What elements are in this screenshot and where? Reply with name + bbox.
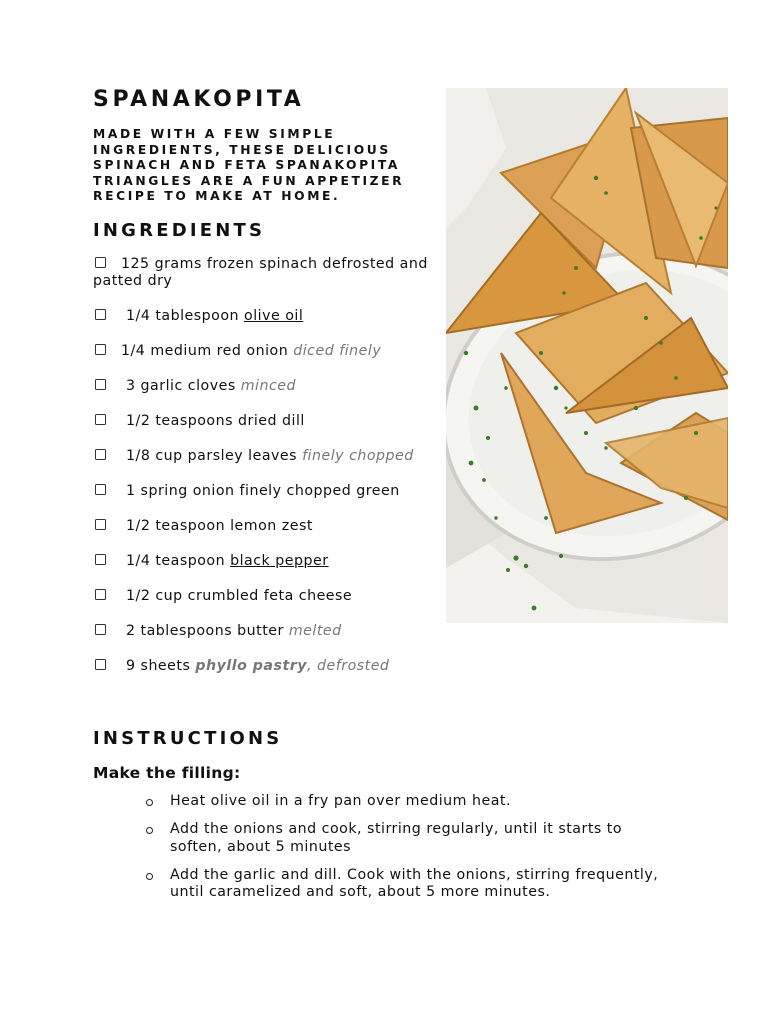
ingredient-checkbox[interactable] (95, 257, 106, 268)
ingredient-text: 1/4 medium red onion (121, 343, 294, 359)
instruction-step (146, 793, 666, 811)
ingredient-text: 1 spring onion finely chopped green (121, 483, 400, 499)
ingredient-note-bold: phyllo pastry (195, 658, 307, 674)
bullet-icon (146, 799, 153, 806)
ingredient-checkbox[interactable] (95, 484, 106, 495)
ingredient-item (93, 588, 438, 605)
instructions-heading: INSTRUCTIONS (93, 728, 283, 749)
recipe-title: SPANAKOPITA (93, 87, 305, 112)
instruction-step-text: Add the onions and cook, stirring regularly, until it starts to soften, about 5 minutes (170, 821, 623, 855)
ingredient-text: 9 sheets (121, 658, 196, 674)
ingredient-text: 1/2 cup crumbled feta cheese (121, 588, 353, 604)
ingredient-checkbox[interactable] (95, 379, 106, 390)
ingredient-text: 1/8 cup parsley leaves (121, 448, 303, 464)
ingredient-note: minced (240, 378, 297, 394)
ingredient-checkbox[interactable] (95, 519, 106, 530)
ingredients-list (93, 256, 438, 693)
ingredient-item (93, 343, 438, 360)
ingredients-heading: INGREDIENTS (93, 220, 266, 241)
instruction-step-text: Add the garlic and dill. Cook with the onions, stirring frequently, until caramelized and soft, about 5 more minutes. (170, 866, 659, 900)
recipe-summary: MADE WITH A FEW SIMPLE INGREDIENTS, THESE DELICIOUS SPINACH AND FETA SPANAKOPITA TRIANGLES ARE A FUN APPETIZER RECIPE TO MAKE AT HOME. (93, 127, 405, 204)
ingredient-item (93, 623, 438, 640)
ingredient-note: , defrosted (306, 658, 390, 674)
ingredient-item (93, 448, 438, 465)
ingredient-checkbox[interactable] (95, 309, 106, 320)
ingredient-item (93, 553, 438, 570)
ingredient-item (93, 413, 438, 430)
ingredient-note: diced finely (293, 343, 382, 359)
ingredient-text: 1/2 teaspoons dried dill (121, 413, 305, 429)
instructions-steps (146, 793, 666, 912)
ingredient-text: 3 garlic cloves (121, 378, 241, 394)
instruction-step (146, 821, 666, 856)
ingredient-text: 1/4 teaspoon (121, 553, 231, 569)
ingredient-text: 2 tablespoons butter (121, 623, 289, 639)
ingredient-checkbox[interactable] (95, 449, 106, 460)
ingredient-checkbox[interactable] (95, 414, 106, 425)
ingredient-note: melted (288, 623, 342, 639)
ingredient-text: 1/4 tablespoon (121, 308, 245, 324)
ingredient-checkbox[interactable] (95, 554, 106, 565)
ingredient-item (93, 658, 438, 675)
instructions-section-title: Make the filling: (93, 764, 241, 782)
ingredient-link-black-pepper[interactable]: black pepper (230, 553, 329, 569)
ingredient-checkbox[interactable] (95, 659, 106, 670)
ingredient-text: 1/2 teaspoon lemon zest (121, 518, 313, 534)
ingredient-item (93, 378, 438, 395)
bullet-icon (146, 827, 153, 834)
ingredient-item (93, 256, 438, 290)
ingredient-item (93, 308, 438, 325)
ingredient-note: finely chopped (302, 448, 414, 464)
bullet-icon (146, 873, 153, 880)
instruction-step (146, 867, 666, 902)
ingredient-checkbox[interactable] (95, 589, 106, 600)
spanakopita-photo (446, 88, 728, 623)
ingredient-checkbox[interactable] (95, 344, 106, 355)
ingredient-item (93, 518, 438, 535)
ingredient-text: 125 grams frozen spinach defrosted and patted dry (93, 256, 428, 289)
ingredient-link-olive-oil[interactable]: olive oil (244, 308, 304, 324)
ingredient-checkbox[interactable] (95, 624, 106, 635)
ingredient-item (93, 483, 438, 500)
instruction-step-text: Heat olive oil in a fry pan over medium heat. (170, 793, 511, 809)
